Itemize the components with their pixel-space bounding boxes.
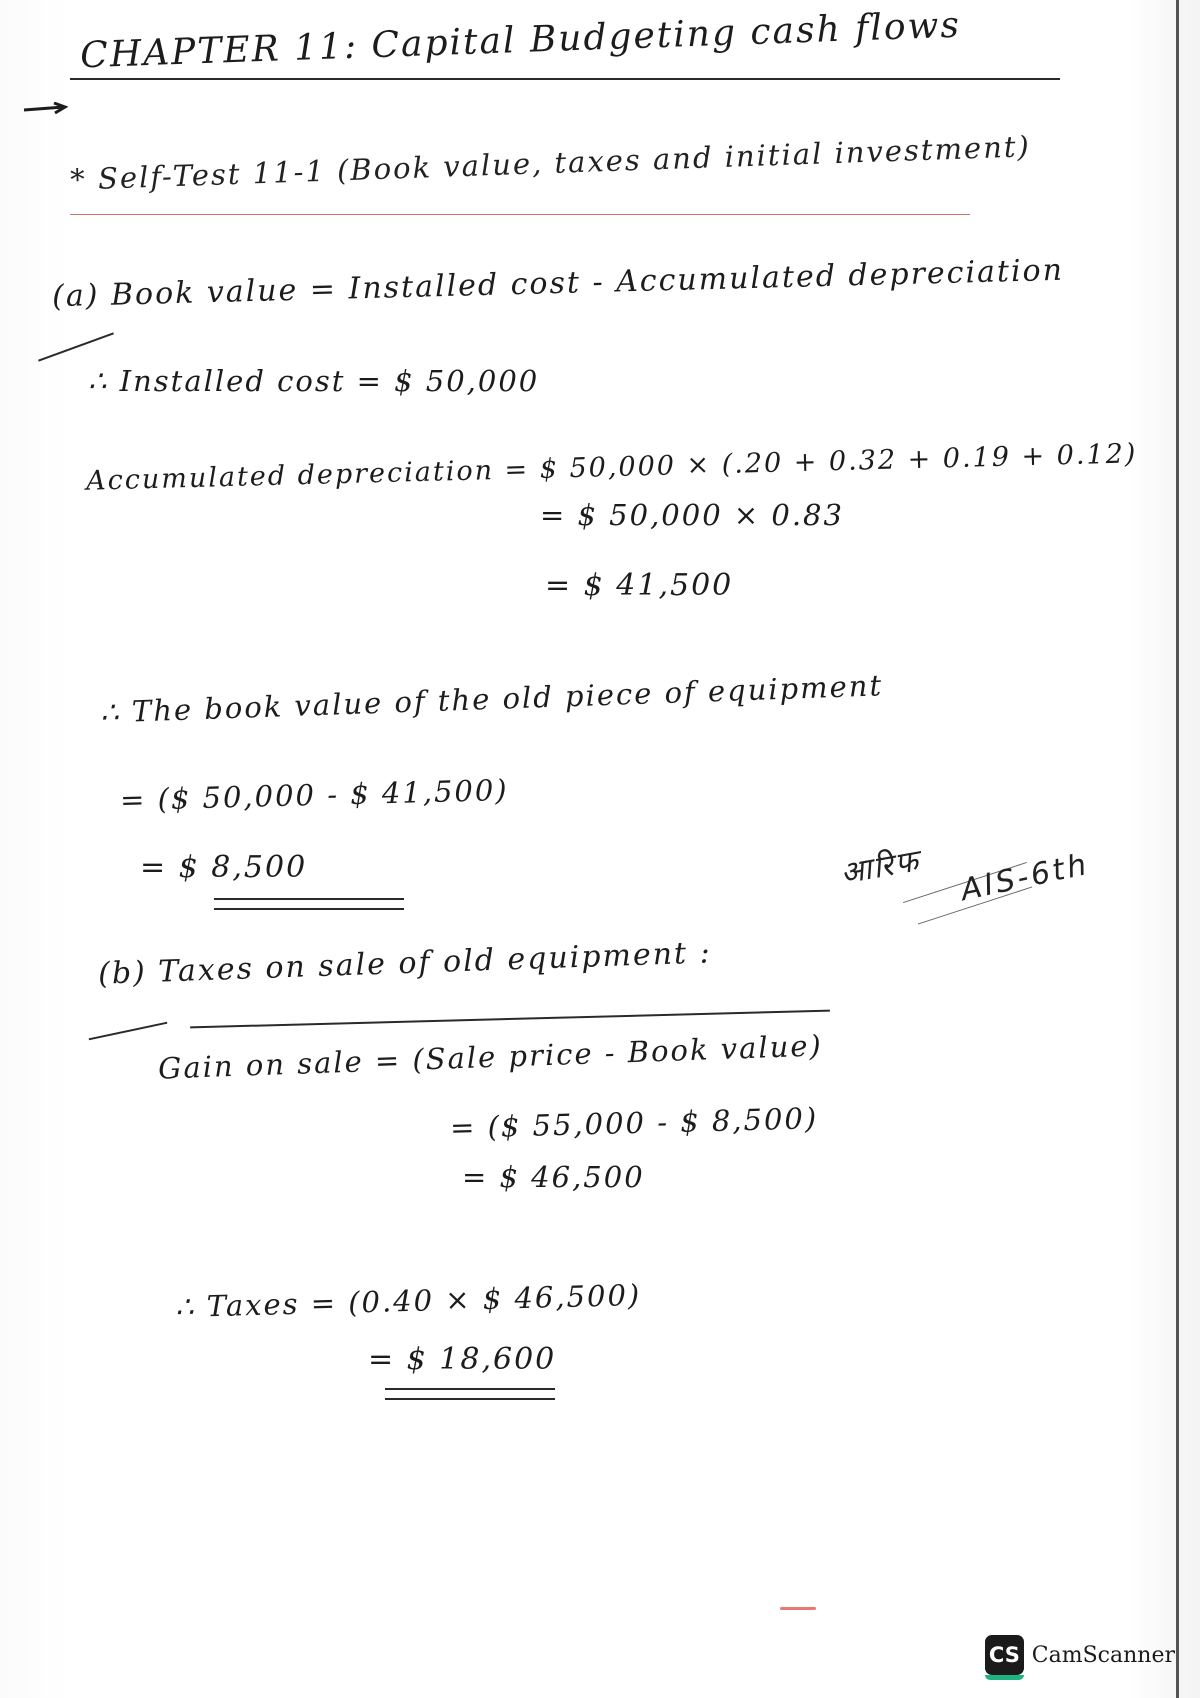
camscanner-watermark — [985, 1630, 1175, 1680]
accumulated-depreciation-line: Accumulated depreciation = $ 50,000 × (.20 + 0.32 + 0.19 + 0.12) — [85, 438, 1138, 497]
camscanner-name: CamScanner — [1031, 1642, 1175, 1668]
taxes-underline-2 — [385, 1398, 555, 1400]
page-edge — [1176, 0, 1179, 1698]
part-a-heading: (a) Book value = Installed cost - Accumulated depreciation — [51, 252, 1065, 315]
part-b-heading-underline — [190, 1010, 830, 1029]
gain-on-sale-line: Gain on sale = (Sale price - Book value) — [157, 1028, 824, 1086]
book-value-statement: ∴ The book value of the old piece of equipment — [99, 668, 884, 730]
arrow-icon — [22, 102, 68, 116]
page-title: CHAPTER 11: Capital Budgeting cash flows — [79, 4, 962, 77]
part-b-heading: (b) Taxes on sale of old equipment : — [97, 935, 713, 992]
depreciation-step-2: = $ 41,500 — [545, 568, 734, 603]
part-b-label-underline — [89, 1022, 168, 1041]
book-value-result: = $ 8,500 — [140, 850, 308, 885]
self-test-heading: * Self-Test 11-1 (Book value, taxes and initial investment) — [69, 129, 1032, 197]
camscanner-logo-icon: CS — [985, 1635, 1024, 1675]
ink-mark — [780, 1607, 816, 1610]
book-value-underline-1 — [214, 898, 404, 900]
part-a-label-underline — [38, 332, 114, 361]
taxes-line: ∴ Taxes = (0.40 × $ 46,500) — [174, 1277, 642, 1325]
taxes-result: = $ 18,600 — [368, 1342, 557, 1377]
depreciation-step-1: = $ 50,000 × 0.83 — [540, 498, 844, 532]
title-underline — [70, 78, 1060, 80]
installed-cost-line: ∴ Installed cost = $ 50,000 — [88, 364, 540, 398]
signature-name: आरिफ — [837, 843, 923, 892]
self-test-underline — [70, 214, 970, 215]
gain-step-1: = ($ 55,000 - $ 8,500) — [449, 1101, 819, 1145]
book-value-underline-2 — [214, 908, 404, 910]
taxes-underline-1 — [385, 1388, 555, 1390]
book-value-step-1: = ($ 50,000 - $ 41,500) — [119, 772, 510, 818]
signature-tag: AIS-6th — [957, 846, 1093, 909]
gain-step-2: = $ 46,500 — [462, 1160, 645, 1194]
